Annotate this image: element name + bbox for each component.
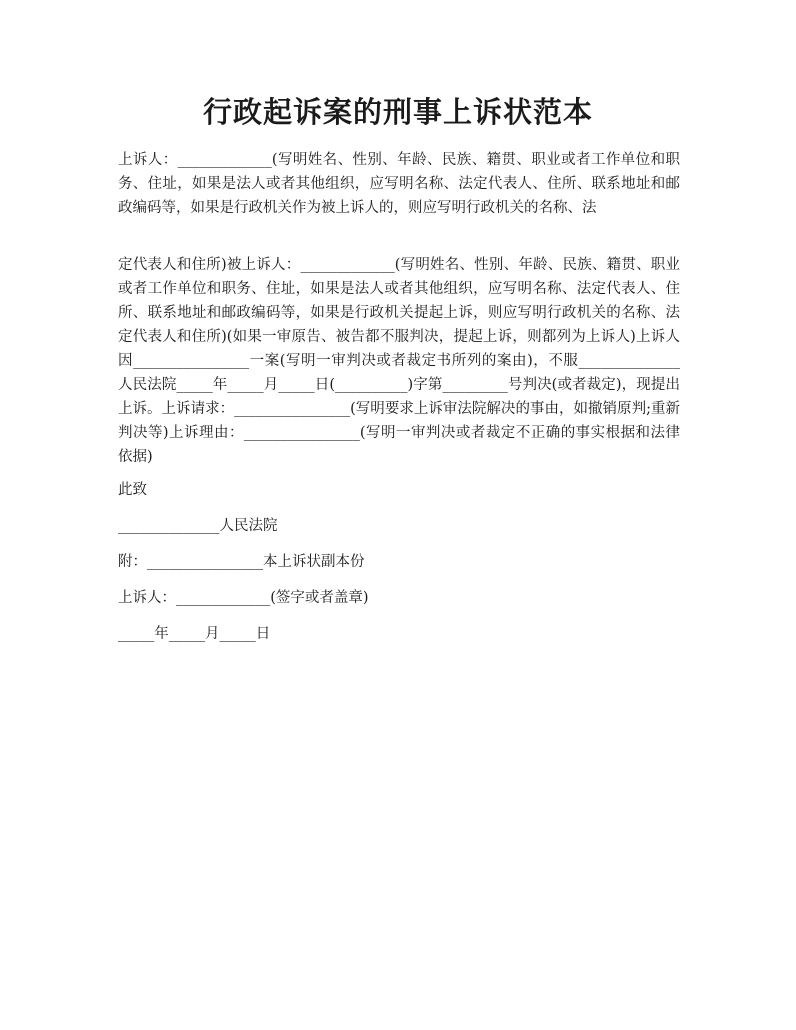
appellant-info-paragraph: 上诉人：_____________(写明姓名、性别、年龄、民族、籍贯、职业或者工作单位和职务、住址，如果是法人或者其他组织，应写明名称、法定代表人、住所、联系地址和邮政编码等，如果是行政机关作为被上诉人的，则应写明行政机关的名称、法 bbox=[118, 152, 680, 216]
appeal-body-paragraph: 定代表人和住所)被上诉人：_____________(写明姓名、性别、年龄、民族、籍贯、职业或者工作单位和职务、住址，如果是法人或者其他组织，应写明名称、法定代表人、住所、联系地址和邮政编码等，如果是行政机关提起上诉，则应写明行政机关的名称、法定代表人和住所)(如果一审原告、被告都不服判决，提起上诉，则都列为上诉人)上诉人因________________一案(写明一审判决或者裁定书所列的案由)，不服______________人民法院_____年_____月_____日(__________)字第_________号判决(或者裁定)，现提出上诉。上诉请求：________________(写明要求上诉审法院解决的事由，如撤销原判;重新判决等)上诉理由：________________(写明一审判决或者裁定不正确的事实根据和法律依据) bbox=[118, 257, 680, 465]
document-title: 行政起诉案的刑事上诉状范本 bbox=[202, 95, 593, 129]
attachment-line: 附：________________本上诉状副本份 bbox=[118, 554, 365, 570]
closing-salutation: 此致 bbox=[118, 482, 147, 498]
appellant-signature-line: 上诉人：_____________(签字或者盖章) bbox=[118, 590, 369, 606]
court-addressee: ______________人民法院 bbox=[118, 518, 278, 534]
date-line: _____年_____月_____日 bbox=[118, 626, 271, 642]
